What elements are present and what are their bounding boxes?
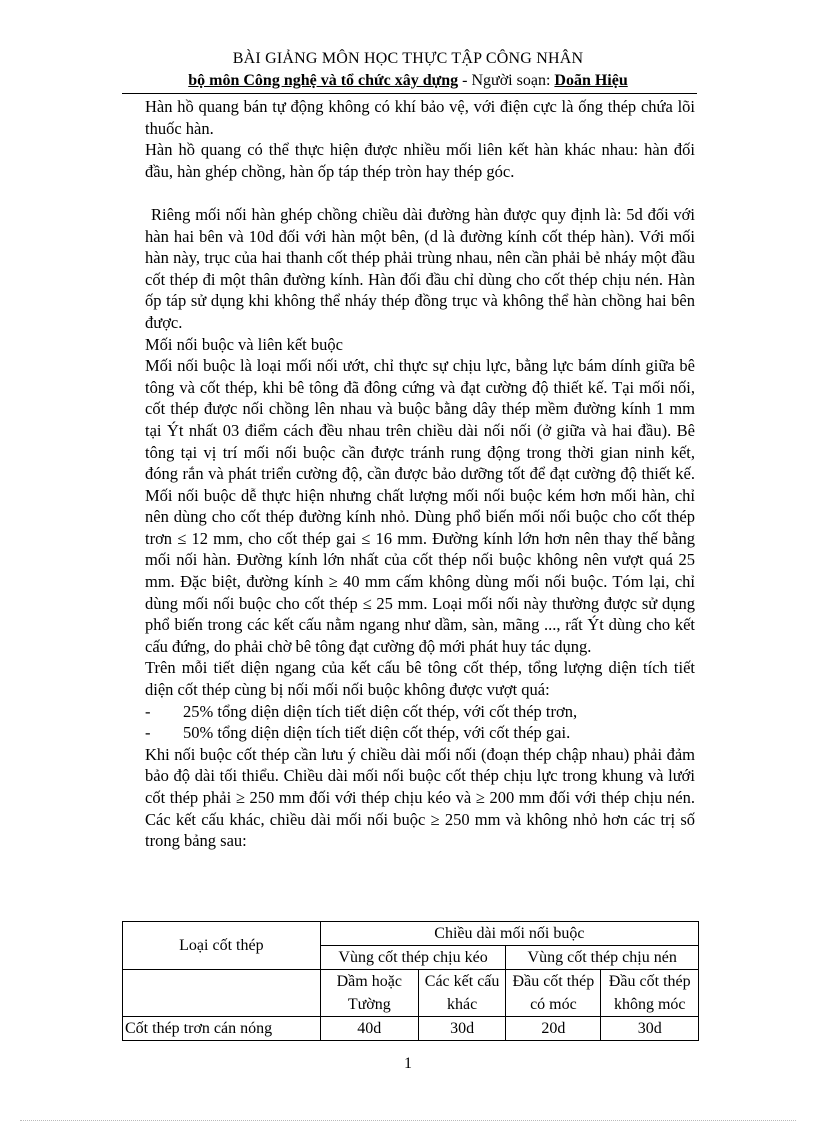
paragraph: Mối nối buộc là loại mối nối ướt, chỉ thực sự chịu lực, bằng lực bám dính giữa bê tông và cốt thép, khi bê tông đã đông cứng và đạt cường độ thiết kế. Tại mối nối, cốt thép được nối chồng lên nhau và buộc bằng dây thép mềm đường kính 1 mm tại Ýt nhất 03 điểm cách đều nhau trên chiều dài nối nối (ở giữa và hai đầu). Bê tông tại vị trí mối nối buộc cần được tránh rung động trong thời gian ninh kết, đóng rắn và phát triển cường độ, cần được bảo dưỡng tốt để đạt cường độ thiết kế. Mối nối buộc dễ thực hiện nhưng chất lượng mối nối buộc kém hơn mối hàn, chỉ nên dùng cho cốt thép đường kính nhỏ. Dùng phổ biến mối nối buộc cho cốt thép trơn ≤ 12 mm, cho cốt thép gai ≤ 16 mm. Đường kính lớn hơn nên thay thế bằng mối nối hàn. Đường kính lớn nhất của cốt thép nối buộc không nên vượt quá 25 mm. Đặc biệt, đường kính ≥ 40 mm cấm không dùng mối nối buộc. Tóm lại, chỉ dùng mối nối buộc cho cốt thép ≤ 25 mm. Loại mối nối này thường được sử dụng phổ biến trong các kết cấu nằm ngang như dầm, sàn, mãng ..., rất Ýt dùng cho kết cấu đứng, do phải chờ bê tông đạt cường độ mới phát huy tác dụng.	[145, 356, 695, 656]
table-cell-type: Cốt thép trơn cán nóng	[123, 1017, 321, 1041]
table-row	[123, 1017, 699, 1041]
page-number: 1	[404, 1055, 412, 1072]
table-subheader: Tường	[320, 993, 418, 1017]
table-subheader: có móc	[506, 993, 601, 1017]
table-cell: 30d	[601, 1017, 699, 1041]
table-header-type: Loại cốt thép	[123, 922, 321, 970]
document-body	[145, 96, 695, 852]
paragraph: Khi nối buộc cốt thép cần lưu ý chiều dài mối nối (đoạn thép chập nhau) phải đảm bảo độ dài tối thiểu. Chiều dài mối nối buộc cốt thép chịu lực trong khung và lưới cốt thép phải ≥ 250 mm đối với thép chịu kéo và ≥ 200 mm đối với thép chịu nén. Các kết cấu khác, chiều dài mối nối buộc ≥ 250 mm và không nhỏ hơn các trị số trong bảng sau:	[145, 744, 695, 851]
list-item-text: 50% tổng diện diện tích tiết diện cốt thép, với cốt thép gai.	[183, 723, 571, 743]
table-header-length: Chiều dài mối nối buộc	[320, 922, 698, 946]
author-name: Doãn Hiệu	[554, 72, 628, 89]
table-cell: 20d	[506, 1017, 601, 1041]
table-cell: 30d	[418, 1017, 506, 1041]
paragraph: Hàn hồ quang có thể thực hiện được nhiều mối liên kết hàn khác nhau: hàn đối đầu, hàn ghép chồng, hàn ốp táp thép tròn hay thép góc.	[145, 140, 695, 181]
table-subheader: Các kết cấu	[418, 970, 506, 994]
author-separator: - Người soạn:	[458, 72, 555, 89]
table-subheader: không móc	[601, 993, 699, 1017]
table-cell: 40d	[320, 1017, 418, 1041]
table-header-blank	[123, 970, 321, 1017]
table-subheader: Dầm hoặc	[320, 970, 418, 994]
header-rule	[122, 93, 697, 94]
document-subtitle	[0, 72, 816, 90]
table-header-compression: Vùng cốt thép chịu nén	[506, 946, 699, 970]
splice-length-table	[122, 921, 699, 1041]
list-item	[145, 722, 695, 744]
document-title: BÀI GIẢNG MÔN HỌC THỰC TẬP CÔNG NHÂN	[232, 50, 584, 67]
section-heading: Mối nối buộc và liên kết buộc	[145, 334, 343, 354]
list-item	[145, 701, 695, 723]
department-name: bộ môn Công nghệ và tổ chức xây dựng	[188, 72, 459, 89]
paragraph: Trên mỗi tiết diện ngang của kết cấu bê tông cốt thép, tổng lượng diện tích tiết diện cốt thép cùng bị nối mối nối buộc không được vượt quá:	[145, 658, 695, 700]
table-subheader: Đầu cốt thép	[601, 970, 699, 994]
table-header-tension: Vùng cốt thép chịu kéo	[320, 946, 506, 970]
paragraph: Hàn hồ quang bán tự động không có khí bảo vệ, với điện cực là ống thép chứa lõi thuốc hàn.	[145, 97, 695, 138]
table-subheader: Đầu cốt thép	[506, 970, 601, 994]
page-bottom-border	[20, 1120, 796, 1121]
table-subheader: khác	[418, 993, 506, 1017]
paragraph: Riêng mối nối hàn ghép chồng chiều dài đường hàn được quy định là: 5d đối với hàn hai bên và 10d đối với hàn một bên, (d là đường kính cốt thép hàn). Với mối hàn này, trục của hai thanh cốt thép phải trùng nhau, nên cần phải bẻ nháy một đầu cốt thép đi một thân đường kính. Hàn đối đầu chỉ dùng cho cốt thép chịu nén. Hàn ốp táp sử dụng khi không thể nháy thép đồng trục và không thể hàn chồng hai bên được.	[145, 204, 695, 332]
list-bullet: -	[145, 701, 151, 721]
list-item-text: 25% tổng diện diện tích tiết diện cốt thép, với cốt thép trơn,	[183, 701, 578, 721]
list-bullet: -	[145, 723, 151, 743]
